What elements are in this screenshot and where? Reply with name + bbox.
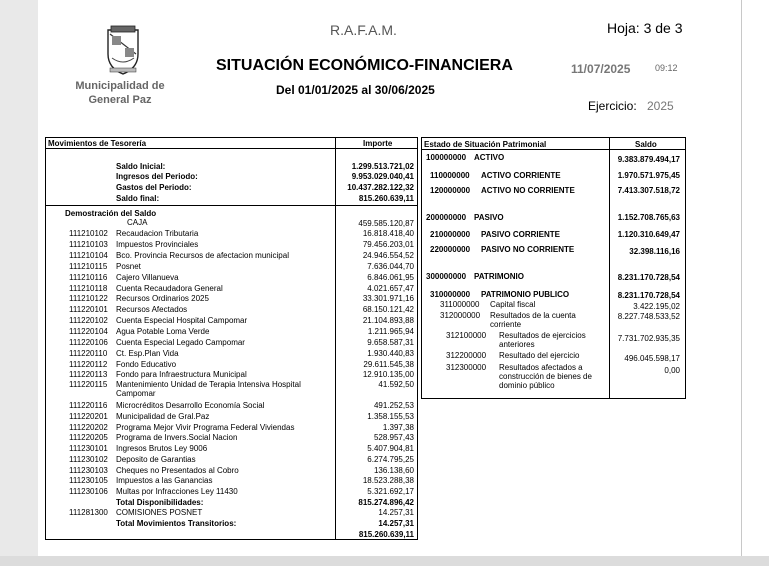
resultados-ejercicios-anteriores-value: 7.731.702.935,35 (617, 334, 680, 343)
row-code: 111220113 (69, 370, 108, 379)
row-value: 41.592,50 (378, 380, 414, 389)
comisiones-label: COMISIONES POSNET (116, 508, 203, 517)
row-code: 111220202 (69, 423, 108, 432)
row-code: 111220112 (69, 360, 108, 369)
row-value: 12.910.135,00 (362, 370, 414, 379)
activo-label: ACTIVO (474, 153, 505, 162)
pasivo-corriente-label: PASIVO CORRIENTE (481, 230, 560, 239)
row-code: 111220110 (69, 349, 108, 358)
row-code: 111220106 (69, 338, 108, 347)
report-time: 09:12 (655, 63, 678, 73)
pasivo-code: 200000000 (426, 213, 467, 222)
row-code: 111230106 (69, 487, 108, 496)
exercise-label: Ejercicio: (588, 99, 637, 113)
patrimonial-header-label: Estado de Situación Patrimonial (424, 140, 547, 149)
report-date: 11/07/2025 (571, 62, 631, 76)
saldo-inicial-value: 1.299.513.721,02 (351, 162, 414, 171)
row-label: Multas por Infracciones Ley 11430 (116, 487, 238, 496)
municipality-name-line1: Municipalidad de (75, 80, 165, 92)
capital-fiscal-label: Capital fiscal (490, 300, 536, 309)
patrimonio-publico-code: 310000000 (430, 290, 471, 299)
patrimonio-publico-value: 8.231.170.728,54 (617, 291, 680, 300)
patrimonio-code: 300000000 (426, 272, 467, 281)
row-value: 136.138,60 (373, 466, 414, 475)
resultados-ejercicios-anteriores-label: Resultados de ejercicios (499, 331, 586, 340)
gastos-periodo-value: 10.437.282.122,32 (347, 183, 414, 192)
patrimonial-header-amount: Saldo (635, 140, 657, 149)
row-label: Ingresos Brutos Ley 9006 (116, 444, 208, 453)
row-label-continued: Campomar (116, 389, 156, 398)
row-value: 4.021.657,47 (367, 284, 414, 293)
row-code: 111230102 (69, 455, 108, 464)
activo-no-corriente-value: 7.413.307.518,72 (617, 186, 680, 195)
row-label: Impuestos Provinciales (116, 240, 199, 249)
patrimonial-header-divider (422, 149, 685, 150)
row-code: 111230105 (69, 476, 108, 485)
row-label: Fondo para Infraestructura Municipal (116, 370, 247, 379)
row-value: 491.252,53 (373, 401, 414, 410)
row-code: 111220201 (69, 412, 108, 421)
activo-no-corriente-label: ACTIVO NO CORRIENTE (481, 186, 575, 195)
pasivo-corriente-value: 1.120.310.649,47 (617, 230, 680, 239)
row-code: 111220101 (69, 305, 108, 314)
viewer-right-margin (741, 0, 769, 566)
row-label: Impuestos a las Ganancias (116, 476, 213, 485)
row-code: 111210116 (69, 273, 108, 282)
treasury-summary-divider (46, 205, 417, 206)
treasury-header-divider (46, 148, 417, 149)
row-value: 9.658.587,31 (367, 338, 414, 347)
row-label: Recursos Ordinarios 2025 (116, 294, 209, 303)
resultados-afectados-code: 312300000 (446, 363, 487, 372)
row-code: 111220116 (69, 401, 108, 410)
row-value: 1.211.965,94 (367, 327, 414, 336)
row-code: 111230101 (69, 444, 108, 453)
report-period: Del 01/01/2025 al 30/06/2025 (276, 83, 435, 97)
row-value: 16.818.418,40 (362, 229, 414, 238)
resultado-ejercicio-code: 312200000 (446, 351, 487, 360)
capital-fiscal-value: 3.422.195,02 (633, 302, 680, 311)
row-value: 79.456.203,01 (362, 240, 414, 249)
resultados-afectados-label: Resultados afectados a (499, 363, 583, 372)
row-label: Mantenimiento Unidad de Terapia Intensiva Hospital (116, 380, 301, 389)
row-value: 5.321.692,17 (367, 487, 414, 496)
row-label: Programa de Invers.Social Nacion (116, 433, 238, 442)
row-label: Municipalidad de Gral.Paz (116, 412, 210, 421)
pasivo-label: PASIVO (474, 213, 504, 222)
activo-corriente-value: 1.970.571.975,45 (617, 171, 680, 180)
pasivo-value: 1.152.708.765,63 (617, 213, 680, 222)
resultados-afectados-label-line2: construcción de bienes de (499, 372, 592, 381)
row-label: CAJA (127, 218, 148, 227)
viewer-bottom-margin (0, 556, 769, 566)
pasivo-corriente-code: 210000000 (430, 230, 471, 239)
row-label: Cuenta Recaudadora General (116, 284, 223, 293)
row-code: 111210103 (69, 240, 108, 249)
row-code: 111220102 (69, 316, 108, 325)
page-number: Hoja: 3 de 3 (607, 20, 683, 36)
row-label: Recursos Afectados (116, 305, 188, 314)
row-label: Cuenta Especial Legado Campomar (116, 338, 245, 347)
resultados-afectados-label-line3: dominio público (499, 381, 555, 390)
resultados-ejercicios-anteriores-code: 312100000 (446, 331, 487, 340)
row-value: 1.358.155,53 (367, 412, 414, 421)
system-name: R.A.F.A.M. (330, 22, 397, 38)
patrimonio-publico-label: PATRIMONIO PUBLICO (481, 290, 570, 299)
municipality-name-line2: General Paz (88, 94, 152, 106)
row-label: Cheques no Presentados al Cobro (116, 466, 239, 475)
pasivo-no-corriente-label: PASIVO NO CORRIENTE (481, 245, 575, 254)
row-label: Bco. Provincia Recursos de afectacion municipal (116, 251, 289, 260)
comisiones-code: 111281300 (69, 508, 108, 517)
row-value: 528.957,43 (373, 433, 414, 442)
resultados-ejercicios-anteriores-label-continued: anteriores (499, 340, 535, 349)
resultados-cuenta-corriente-label: Resultados de la cuenta (490, 311, 576, 320)
row-label: Agua Potable Loma Verde (116, 327, 210, 336)
row-code: 111220205 (69, 433, 108, 442)
report-title: SITUACIÓN ECONÓMICO-FINANCIERA (216, 57, 513, 74)
total-transitorios-value: 14.257,31 (378, 519, 414, 528)
row-label: Deposito de Garantias (116, 455, 196, 464)
activo-no-corriente-code: 120000000 (430, 186, 471, 195)
row-code: 111220115 (69, 380, 108, 389)
row-label: Ct. Esp.Plan Vida (116, 349, 179, 358)
gastos-periodo-label: Gastos del Periodo: (116, 183, 192, 192)
activo-code: 100000000 (426, 153, 467, 162)
total-disponibilidades-label: Total Disponibilidades: (116, 498, 204, 507)
resultados-cuenta-corriente-label-continued: corriente (490, 320, 522, 329)
row-label: Microcréditos Desarrollo Economía Social (116, 401, 265, 410)
viewer-left-margin (0, 0, 38, 566)
saldo-inicial-label: Saldo Inicial: (116, 162, 166, 171)
document-page (38, 0, 741, 556)
row-label: Cajero Villanueva (116, 273, 179, 282)
grand-total-value: 815.260.639,11 (358, 530, 414, 539)
row-value: 68.150.121,42 (362, 305, 414, 314)
ingresos-periodo-label: Ingresos del Periodo: (116, 172, 198, 181)
row-value: 18.523.288,38 (362, 476, 414, 485)
exercise-year: 2025 (647, 99, 674, 113)
resultados-cuenta-corriente-code: 312000000 (440, 311, 481, 320)
total-transitorios-label: Total Movimientos Transitorios: (116, 519, 237, 528)
row-code: 111210115 (69, 262, 108, 271)
row-value: 29.611.545,38 (363, 360, 414, 369)
row-label: Posnet (116, 262, 141, 271)
row-code: 111220104 (69, 327, 108, 336)
comisiones-value: 14.257,31 (378, 508, 414, 517)
pasivo-no-corriente-value: 32.398.116,16 (629, 247, 680, 256)
pasivo-no-corriente-code: 220000000 (430, 245, 471, 254)
row-value: 6.846.061,95 (367, 273, 414, 282)
treasury-header-label: Movimientos de Tesorería (48, 139, 147, 148)
row-value: 459.585.120,87 (358, 219, 414, 228)
row-code: 111210104 (69, 251, 108, 260)
row-label: Recaudacion Tributaria (116, 229, 199, 238)
saldo-final-label: Saldo final: (116, 194, 160, 203)
resultado-ejercicio-label: Resultado del ejercicio (499, 351, 580, 360)
demostracion-saldo-title: Demostración del Saldo (65, 209, 157, 218)
row-label: Programa Mejor Vivir Programa Federal Viviendas (116, 423, 295, 432)
activo-value: 9.383.879.494,17 (617, 155, 680, 164)
resultado-ejercicio-value: 496.045.598,17 (624, 354, 680, 363)
row-value: 1.930.440,83 (367, 349, 414, 358)
row-value: 7.636.044,70 (367, 262, 414, 271)
row-value: 1.397,38 (382, 423, 414, 432)
municipal-crest-icon (104, 24, 142, 76)
resultados-afectados-value: 0,00 (664, 366, 680, 375)
activo-corriente-label: ACTIVO CORRIENTE (481, 171, 561, 180)
row-label: Cuenta Especial Hospital Campomar (116, 316, 248, 325)
row-value: 21.104.893,88 (362, 316, 414, 325)
row-code: 111210118 (69, 284, 108, 293)
ingresos-periodo-value: 9.953.029.040,41 (351, 172, 414, 181)
patrimonio-label: PATRIMONIO (474, 272, 524, 281)
row-value: 5.407.904,81 (367, 444, 414, 453)
resultados-cuenta-corriente-value: 8.227.748.533,52 (617, 312, 680, 321)
capital-fiscal-code: 311000000 (440, 300, 480, 309)
row-value: 24.946.554,52 (362, 251, 414, 260)
row-code: 111210122 (69, 294, 108, 303)
row-value: 33.301.971,16 (362, 294, 414, 303)
activo-corriente-code: 110000000 (430, 171, 470, 180)
row-label: Fondo Educativo (116, 360, 177, 369)
total-disponibilidades-value: 815.274.896,42 (358, 498, 414, 507)
row-value: 6.274.795,25 (367, 455, 414, 464)
treasury-header-amount: Importe (363, 139, 393, 148)
row-code: 111210102 (69, 229, 108, 238)
row-code: 111230103 (69, 466, 108, 475)
saldo-final-value: 815.260.639,11 (358, 194, 414, 203)
patrimonio-value: 8.231.170.728,54 (617, 273, 680, 282)
